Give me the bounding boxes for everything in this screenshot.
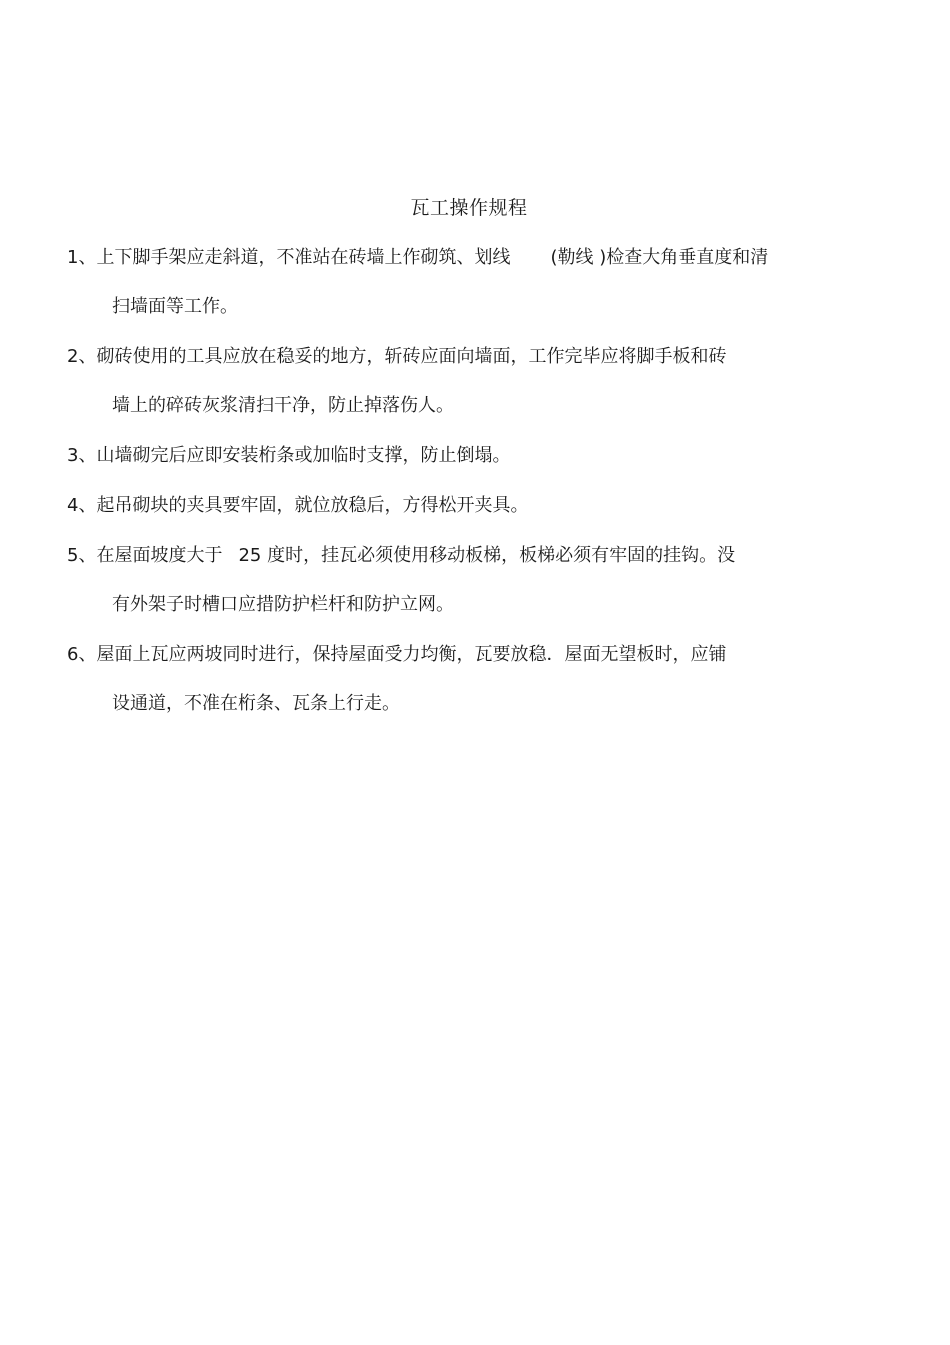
rule-list	[67, 246, 887, 742]
rule-item-1	[67, 246, 887, 319]
rule-text: (勒线 )检查大角垂直度和清	[550, 247, 769, 268]
rule-item-6	[67, 643, 887, 716]
rule-line	[67, 394, 887, 418]
document-title: 瓦工操作规程	[410, 197, 528, 219]
rule-line	[67, 643, 887, 667]
rule-text: 墙上的碎砖灰浆清扫干净，防止掉落伤人。	[112, 395, 454, 416]
rule-text: 2、砌砖使用的工具应放在稳妥的地方，斩砖应面向墙面，工作完毕应将脚手板和砖	[67, 346, 727, 367]
rule-item-3	[67, 444, 887, 468]
rule-text: 6、屋面上瓦应两坡同时进行，保持屋面受力均衡，瓦要放稳．屋面无望板时，应铺	[67, 644, 727, 665]
rule-text: 25 度时，挂瓦必须使用移动板梯，板梯必须有牢固的挂钩。没	[238, 545, 736, 566]
rule-line	[67, 295, 887, 319]
rule-line	[67, 444, 887, 468]
rule-text: 4、起吊砌块的夹具要牢固，就位放稳后，方得松开夹具。	[67, 495, 529, 516]
rule-item-5	[67, 544, 887, 617]
rule-line	[67, 494, 887, 518]
rule-text: 有外架子时槽口应措防护栏杆和防护立网。	[112, 594, 454, 615]
rule-line	[67, 246, 887, 270]
rule-text: 设通道，不准在桁条、瓦条上行走。	[112, 693, 400, 714]
rule-line	[67, 593, 887, 617]
rule-text: 扫墙面等工作。	[112, 296, 238, 317]
rule-line	[67, 544, 887, 568]
rule-text: 5、在屋面坡度大于	[67, 545, 223, 566]
rule-line	[67, 345, 887, 369]
rule-item-4	[67, 494, 887, 518]
rule-line	[67, 692, 887, 716]
rule-text: 3、山墙砌完后应即安装桁条或加临时支撑，防止倒塌。	[67, 445, 511, 466]
rule-text: 1、上下脚手架应走斜道，不准站在砖墙上作砌筑、划线	[67, 247, 511, 268]
rule-item-2	[67, 345, 887, 418]
